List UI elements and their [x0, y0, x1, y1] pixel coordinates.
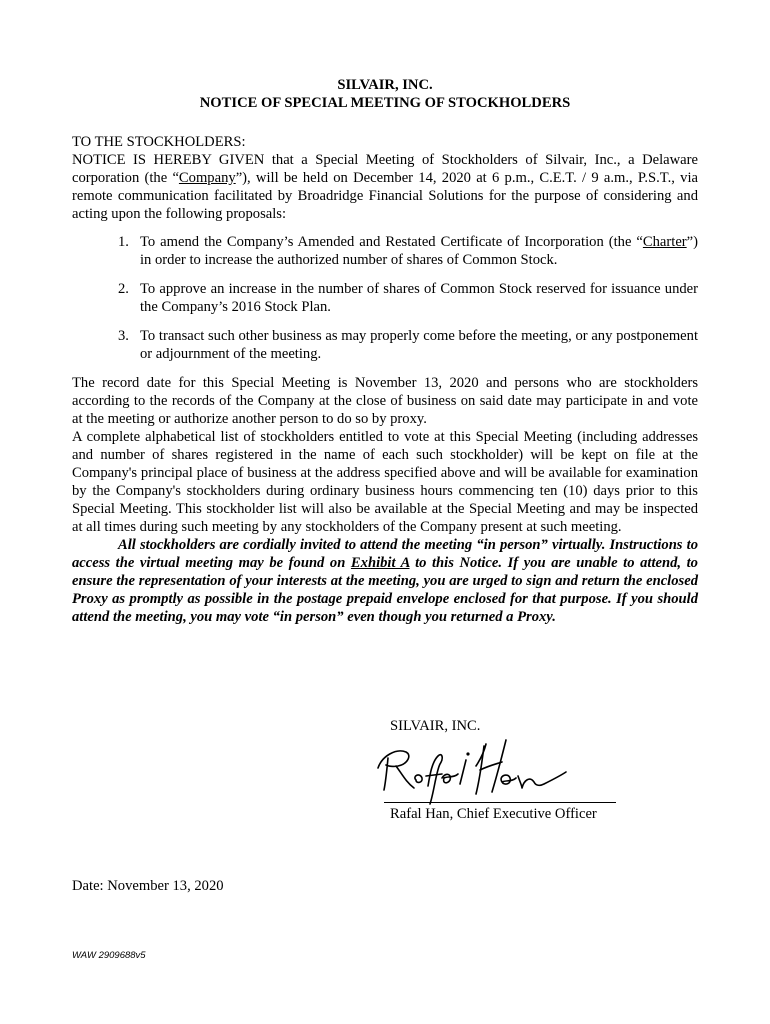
salutation: TO THE STOCKHOLDERS: [72, 134, 246, 150]
company-defined-term: Company [178, 170, 236, 186]
invitation-paragraph [72, 536, 698, 626]
proposal-number: 2. [118, 281, 129, 297]
notice-text-2: ”), will be held on December 14, 2020 at 6 p.m., C.E.T. / 9 a.m., P.S.T., via remote communication facilitated by Broadridge Financial Solutions for the purpose of considering and acting upon the following proposals: [72, 170, 698, 222]
exhibit-a-reference: Exhibit A [350, 555, 410, 571]
list-item [118, 233, 698, 269]
proposal-text-2: ”) in order to increase the authorized number of shares of Common Stock. [140, 234, 698, 268]
notice-text-1: NOTICE IS HEREBY GIVEN that a Special Meeting of Stockholders of Silvair, Inc., a Delaware corporation (the “ [72, 152, 698, 186]
proposal-text: To approve an increase in the number of shares of Common Stock reserved for issuance under the Company’s 2016 Stock Plan. [140, 281, 698, 315]
list-item [118, 327, 698, 363]
signature-line [384, 802, 616, 803]
stockholder-list-paragraph: A complete alphabetical list of stockholders entitled to vote at this Special Meeting (including addresses and number of shares registered in the name of each such stockholder) will be kept on file at the Company's principal place of business at the address specified above and will be available for examination by the Company's stockholders during ordinary business hours commencing ten (10) days prior to this Special Meeting. This stockholder list will also be available at the Special Meeting and may be inspected at all times during such meeting by any stockholders of the Company present at such meeting. [72, 429, 698, 535]
proposal-text-1: To amend the Company’s Amended and Restated Certificate of Incorporation (the “ [140, 234, 643, 250]
notice-paragraph [72, 151, 698, 223]
signer-name-title: Rafal Han, Chief Executive Officer [390, 806, 597, 822]
charter-defined-term: Charter [642, 234, 687, 250]
document-date: Date: November 13, 2020 [72, 878, 224, 894]
signature-company: SILVAIR, INC. [390, 718, 481, 734]
proposals-list [72, 233, 698, 363]
proposal-number: 1. [118, 234, 129, 250]
record-date-paragraph: The record date for this Special Meeting is November 13, 2020 and persons who are stockholders according to the records of the Company at the close of business on said date may participate in and vote at the meeting or authorize another person to do so by proxy. [72, 375, 698, 427]
document-body [72, 76, 698, 626]
proposal-text: To transact such other business as may properly come before the meeting, or any postponement or adjournment of the meeting. [140, 328, 698, 362]
notice-title: NOTICE OF SPECIAL MEETING OF STOCKHOLDERS [199, 95, 571, 111]
document-id: WAW 2909688v5 [72, 950, 146, 961]
list-item [118, 280, 698, 316]
invitation-text-2: to this Notice. If you are unable to attend, to ensure the representation of your interests at the meeting, you are urged to sign and return the enclosed Proxy as promptly as possible in the postage prepaid envelope enclosed for that purpose. If you should attend the meeting, you may vote “in person” even though you returned a Proxy. [72, 555, 698, 625]
invitation-text-1: All stockholders are cordially invited to attend the meeting “in person” virtually. Instructions to access the virtual meeting may be found on [72, 537, 698, 571]
proposal-number: 3. [118, 328, 129, 344]
company-heading: SILVAIR, INC. [337, 77, 433, 93]
